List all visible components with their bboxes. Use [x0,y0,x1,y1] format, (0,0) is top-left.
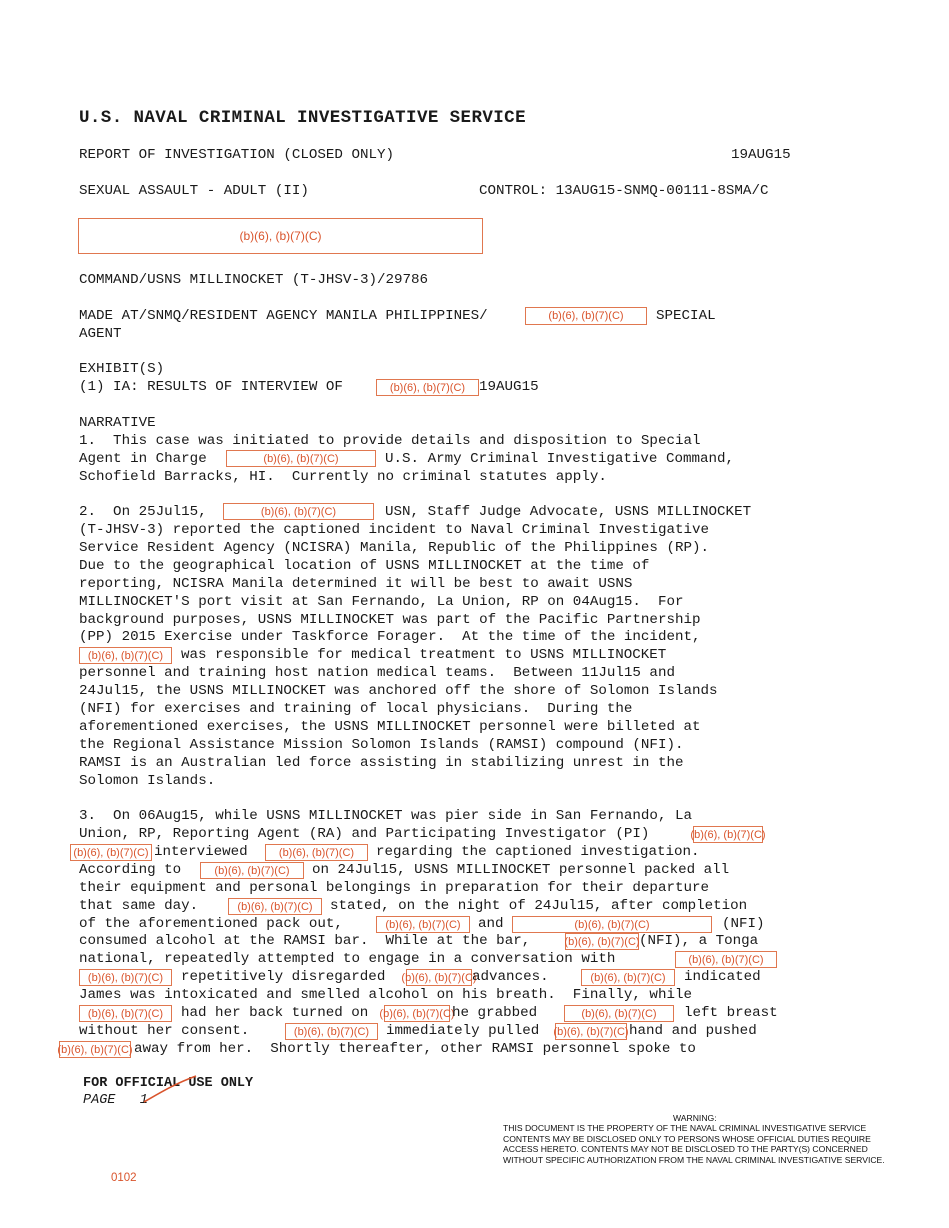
narrative-line: 3. On 06Aug15, while USNS MILLINOCKET was pier side in San Fernando, La [79,808,692,824]
narrative-line: background purposes, USNS MILLINOCKET was part of the Pacific Partnership [79,612,701,628]
redaction-box: (b)(6), (b)(7)(C) [384,1005,450,1022]
narrative-line: without her consent. [79,1023,250,1039]
made-at-line2: AGENT [79,326,122,342]
redaction-box: (b)(6), (b)(7)(C) [223,503,374,520]
redaction-box: (b)(6), (b)(7)(C) [512,916,712,933]
page-indicator [83,1093,148,1108]
narrative-line: hand and pushed [629,1023,757,1039]
narrative-line: interviewed [154,844,248,860]
redaction-box: (b)(6), (b)(7)(C) [376,379,479,396]
warning-line: WITHOUT SPECIFIC AUTHORIZATION FROM THE NAVAL CRIMINAL INVESTIGATIVE SERVICE. [503,1154,885,1165]
narrative-line: stated, on the night of 24Jul15, after completion [330,898,748,914]
narrative-line: 24Jul15, the USNS MILLINOCKET was anchored off the shore of Solomon Islands [79,683,718,699]
narrative-line: he grabbed [452,1005,538,1021]
exhibits-heading: EXHIBIT(S) [79,361,165,377]
narrative-line: advances. [472,969,549,985]
classification-marking: FOR OFFICIAL USE ONLY [83,1076,254,1091]
narrative-line: their equipment and personal belongings in preparation for their departure [79,880,710,896]
narrative-line: was responsible for medical treatment to USNS MILLINOCKET [181,647,667,663]
redaction-box: (b)(6), (b)(7)(C) [79,969,172,986]
narrative-line: of the aforementioned pack out, [79,916,343,932]
redaction-box: (b)(6), (b)(7)(C) [581,969,675,986]
warning-line: THIS DOCUMENT IS THE PROPERTY OF THE NAVAL CRIMINAL INVESTIGATIVE SERVICE [503,1123,867,1134]
exhibit-item: (1) IA: RESULTS OF INTERVIEW OF [79,379,343,395]
narrative-line: MILLINOCKET'S port visit at San Fernando, La Union, RP on 04Aug15. For [79,594,684,610]
redaction-box: (b)(6), (b)(7)(C) [564,1005,674,1022]
narrative-line: away from her. Shortly thereafter, other RAMSI personnel spoke to [134,1041,696,1057]
narrative-line: 1. This case was initiated to provide details and disposition to Special [79,433,701,449]
redaction-box: (b)(6), (b)(7)(C) [79,647,172,664]
narrative-line: national, repeatedly attempted to engage in a conversation with [79,951,616,967]
redaction-box: (b)(6), (b)(7)(C) [79,1005,172,1022]
redaction-box: (b)(6), (b)(7)(C) [406,969,472,986]
narrative-line: immediately pulled [386,1023,540,1039]
narrative-line: indicated [684,969,761,985]
exhibit-item-date: 19AUG15 [479,379,539,395]
redaction-box: (b)(6), (b)(7)(C) [59,1041,131,1058]
narrative-heading: NARRATIVE [79,415,156,431]
warning-line: CONTENTS MAY BE DISCLOSED ONLY TO PERSONS WHOSE OFFICIAL DUTIES REQUIRE [503,1133,871,1144]
narrative-line: RAMSI is an Australian led force assisting in stabilizing unrest in the [79,755,684,771]
narrative-line: Solomon Islands. [79,773,216,789]
redaction-box-subject: (b)(6), (b)(7)(C) [78,218,483,254]
warning-notice [503,1113,943,1165]
redaction-box: (b)(6), (b)(7)(C) [265,844,368,861]
narrative-line: James was intoxicated and smelled alcohol on his breath. Finally, while [79,987,692,1003]
redaction-box: (b)(6), (b)(7)(C) [675,951,777,968]
narrative-line: (NFI) for exercises and training of local physicians. During the [79,701,633,717]
narrative-line: consumed alcohol at the RAMSI bar. While at the bar, [79,933,531,949]
redaction-box: (b)(6), (b)(7)(C) [228,898,322,915]
redaction-box: (b)(6), (b)(7)(C) [376,916,470,933]
narrative-line: aforementioned exercises, the USNS MILLINOCKET personnel were billeted at [79,719,701,735]
made-at-suffix: SPECIAL [656,308,716,324]
redaction-box: (b)(6), (b)(7)(C) [555,1023,627,1040]
redaction-box: (b)(6), (b)(7)(C) [285,1023,378,1040]
redaction-box: (b)(6), (b)(7)(C) [525,307,647,325]
redaction-box: (b)(6), (b)(7)(C) [693,826,763,843]
narrative-line: Schofield Barracks, HI. Currently no criminal statutes apply. [79,469,607,485]
narrative-line: and [478,916,504,932]
made-at-line: MADE AT/SNMQ/RESIDENT AGENCY MANILA PHILIPPINES/ [79,308,488,324]
narrative-line: 2. On 25Jul15, [79,504,207,520]
redaction-box: (b)(6), (b)(7)(C) [200,862,304,879]
redaction-box: (b)(6), (b)(7)(C) [226,450,376,467]
narrative-line: left breast [684,1005,778,1021]
narrative-line: repetitively disregarded [181,969,386,985]
handwritten-strike-mark [140,1072,200,1106]
narrative-line: (T-JHSV-3) reported the captioned incident to Naval Criminal Investigative [79,522,710,538]
narrative-line: Due to the geographical location of USNS MILLINOCKET at the time of [79,558,650,574]
narrative-line: had her back turned on [181,1005,369,1021]
report-type: REPORT OF INVESTIGATION (CLOSED ONLY) [79,147,395,163]
narrative-line: (NFI), a Tonga [639,933,759,949]
narrative-line: regarding the captioned investigation. [376,844,700,860]
agency-title: U.S. NAVAL CRIMINAL INVESTIGATIVE SERVICE [79,108,526,128]
redaction-box: (b)(6), (b)(7)(C) [70,844,152,861]
warning-line: ACCESS HERETO. CONTENTS MAY NOT BE DISCLOSED TO THE PARTY(S) CONCERNED [503,1144,868,1155]
warning-title: WARNING: [673,1113,717,1123]
narrative-line: Agent in Charge [79,451,207,467]
command-line: COMMAND/USNS MILLINOCKET (T-JHSV-3)/29786 [79,272,429,288]
narrative-line: on 24Jul15, USNS MILLINOCKET personnel packed all [312,862,730,878]
narrative-line: U.S. Army Criminal Investigative Command, [385,451,735,467]
narrative-line: USN, Staff Judge Advocate, USNS MILLINOCKET [385,504,752,520]
report-date: 19AUG15 [731,147,791,163]
bates-number: 0102 [111,1172,137,1184]
narrative-line: (NFI) [722,916,765,932]
narrative-line: Service Resident Agency (NCISRA) Manila, Republic of the Philippines (RP). [79,540,710,556]
narrative-line: the Regional Assistance Mission Solomon Islands (RAMSI) compound (NFI). [79,737,684,753]
control-number: CONTROL: 13AUG15-SNMQ-00111-8SMA/C [479,183,769,199]
narrative-line: personnel and training host nation medical teams. Between 11Jul15 and [79,665,675,681]
page-number: 1 [139,1093,148,1108]
case-type: SEXUAL ASSAULT - ADULT (II) [79,183,309,199]
narrative-line: that same day. [79,898,199,914]
narrative-line: reporting, NCISRA Manila determined it will be best to await USNS [79,576,633,592]
redaction-box: (b)(6), (b)(7)(C) [565,933,639,950]
page-label: PAGE [83,1093,116,1108]
narrative-line: According to [79,862,182,878]
narrative-line: Union, RP, Reporting Agent (RA) and Participating Investigator (PI) [79,826,650,842]
narrative-line: (PP) 2015 Exercise under Taskforce Forager. At the time of the incident, [79,629,701,645]
